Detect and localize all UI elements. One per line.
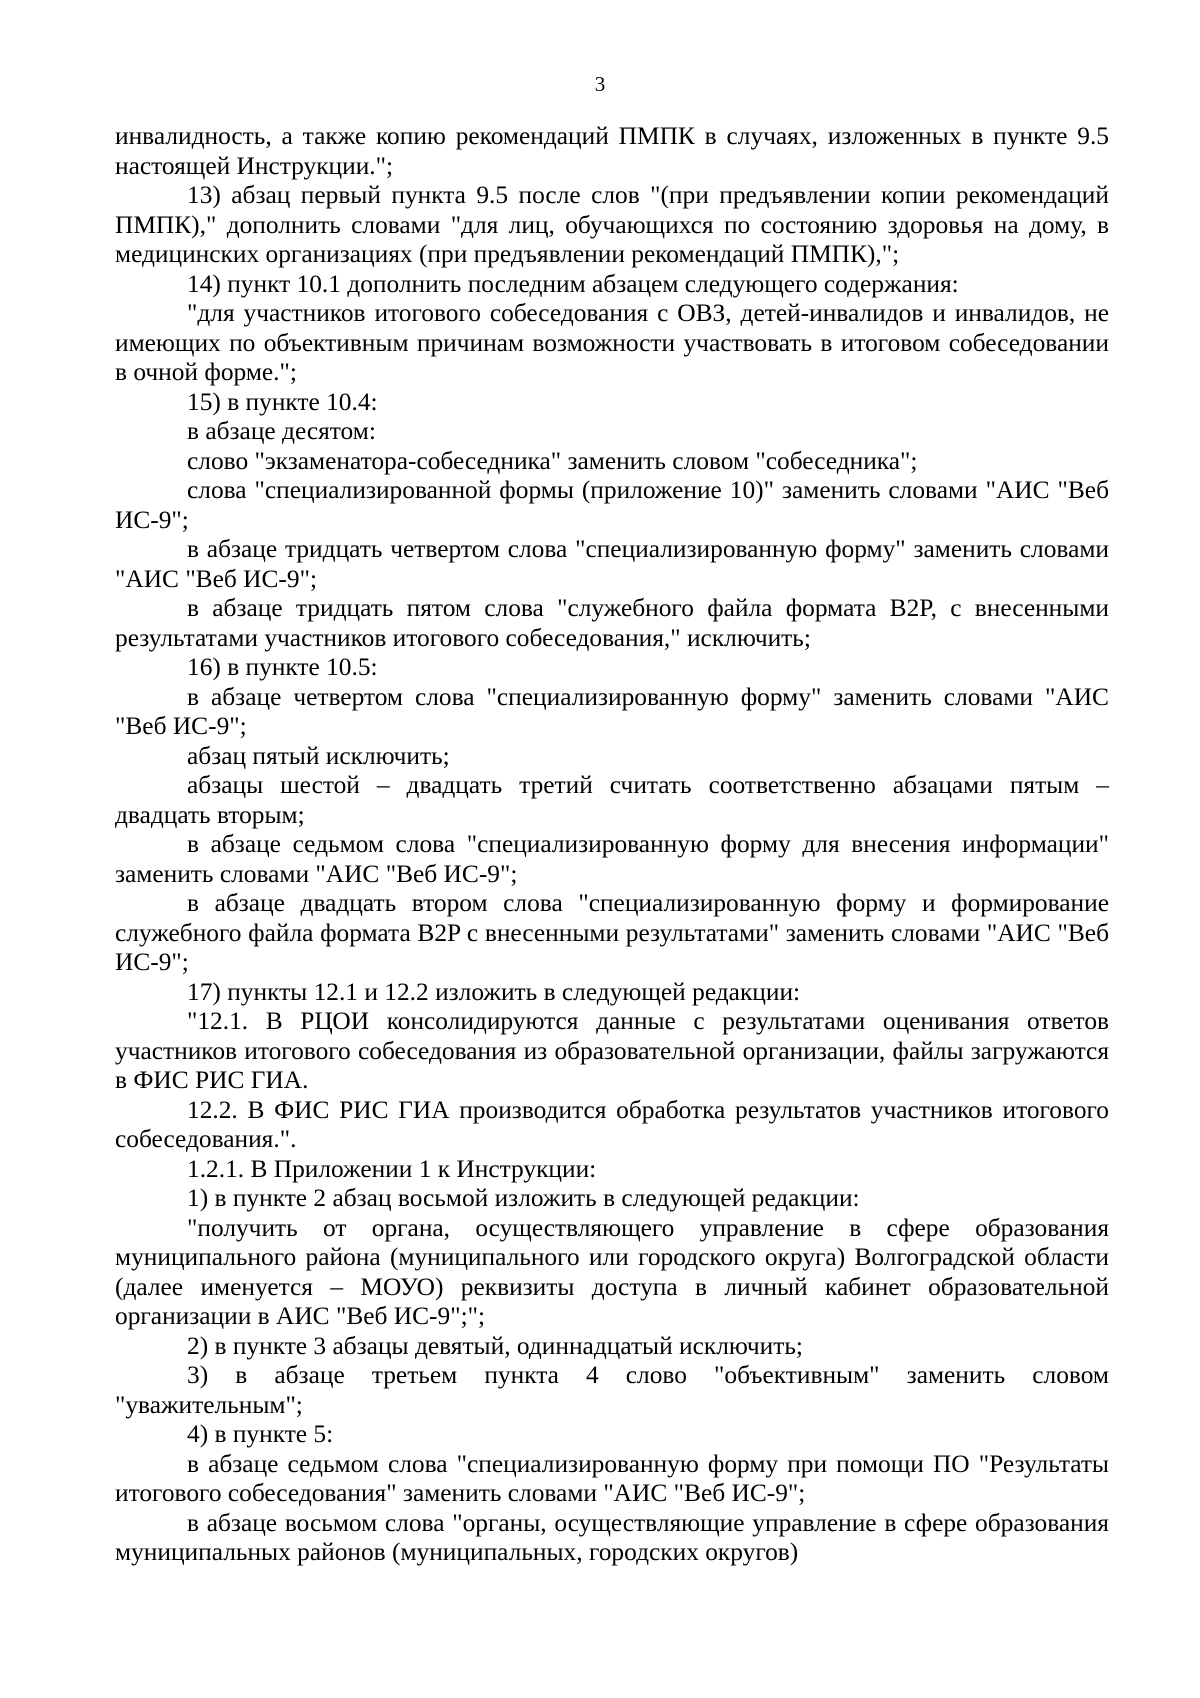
paragraph: 16) в пункте 10.5:: [187, 653, 378, 681]
paragraph: "для участников итогового собеседования с ОВЗ, детей-инвалидов и инвалидов, не имеющих по объективным причинам возможности участвовать в итоговом собеседовании в очной форме.";: [115, 299, 1109, 386]
paragraph: 1.2.1. В Приложении 1 к Инструкции:: [187, 1154, 597, 1183]
paragraph: 1) в пункте 2 абзац восьмой изложить в следующей редакции:: [187, 1184, 860, 1212]
paragraph: в абзаце тридцать четвертом слова "специализированную форму" заменить словами "АИС "Веб ИС-9";: [115, 535, 1109, 593]
paragraph: 12.2. В ФИС РИС ГИА производится обработка результатов участников итогового собеседования.".: [115, 1095, 1109, 1153]
paragraph: в абзаце тридцать пятом слова "служебного файла формата B2P, с внесенными результатами участников итогового собеседования," исключить;: [115, 594, 1109, 652]
paragraph: в абзаце десятом:: [187, 417, 376, 445]
paragraph: 17) пункты 12.1 и 12.2 изложить в следующей редакции:: [187, 977, 801, 1006]
paragraph: "12.1. В РЦОИ консолидируются данные с результатами оценивания ответов участников итогового собеседования из образовательной организации, файлы загружаются в ФИС РИС ГИА.: [115, 1007, 1109, 1094]
page-number: 3: [594, 72, 606, 96]
paragraph: в абзаце седьмом слова "специализированную форму при помощи ПО "Результаты итогового собеседования" заменить словами "АИС "Веб ИС-9";: [115, 1449, 1109, 1507]
paragraph: абзац пятый исключить;: [187, 741, 450, 770]
paragraph: 15) в пункте 10.4:: [187, 387, 378, 416]
paragraph: 14) пункт 10.1 дополнить последним абзацем следующего содержания:: [187, 269, 959, 298]
paragraph: "получить от органа, осуществляющего управление в сфере образования муниципального района (муниципального или городского округа) Волгоградской области (далее именуется – МОУО) реквизиты доступа в личный кабинет образовательной организации в АИС "Веб ИС-9";";: [115, 1213, 1109, 1330]
document-body: [115, 122, 1109, 1568]
paragraph: в абзаце восьмом слова "органы, осуществляющие управление в сфере образования муниципальных районов (муниципальных, городских округов): [115, 1508, 1109, 1566]
paragraph: слова "специализированной формы (приложение 10)" заменить словами "АИС "Веб ИС-9";: [115, 476, 1109, 534]
paragraph: 13) абзац первый пункта 9.5 после слов "(при предъявлении копии рекомендаций ПМПК)," дополнить словами "для лиц, обучающихся по состоянию здоровья на дому, в медицинских организациях (при предъявлении рекомендаций ПМПК),";: [115, 181, 1109, 268]
paragraph: слово "экзаменатора-собеседника" заменить словом "собеседника";: [187, 446, 918, 475]
paragraph: 3) в абзаце третьем пункта 4 слово "объективным" заменить словом "уважительным";: [115, 1361, 1109, 1419]
paragraph: инвалидность, а также копию рекомендаций ПМПК в случаях, изложенных в пункте 9.5 настоящей Инструкции.";: [115, 122, 1109, 180]
paragraph: абзацы шестой – двадцать третий считать соответственно абзацами пятым – двадцать вторым;: [115, 771, 1109, 829]
paragraph: 4) в пункте 5:: [187, 1420, 334, 1448]
paragraph: в абзаце двадцать втором слова "специализированную форму и формирование служебного файла формата B2P с внесенными результатами" заменить словами "АИС "Веб ИС-9";: [115, 889, 1109, 976]
paragraph: 2) в пункте 3 абзацы девятый, одиннадцатый исключить;: [187, 1331, 803, 1360]
paragraph: в абзаце четвертом слова "специализированную форму" заменить словами "АИС "Веб ИС-9";: [115, 682, 1109, 740]
paragraph: в абзаце седьмом слова "специализированную форму для внесения информации" заменить словами "АИС "Веб ИС-9";: [115, 830, 1109, 888]
